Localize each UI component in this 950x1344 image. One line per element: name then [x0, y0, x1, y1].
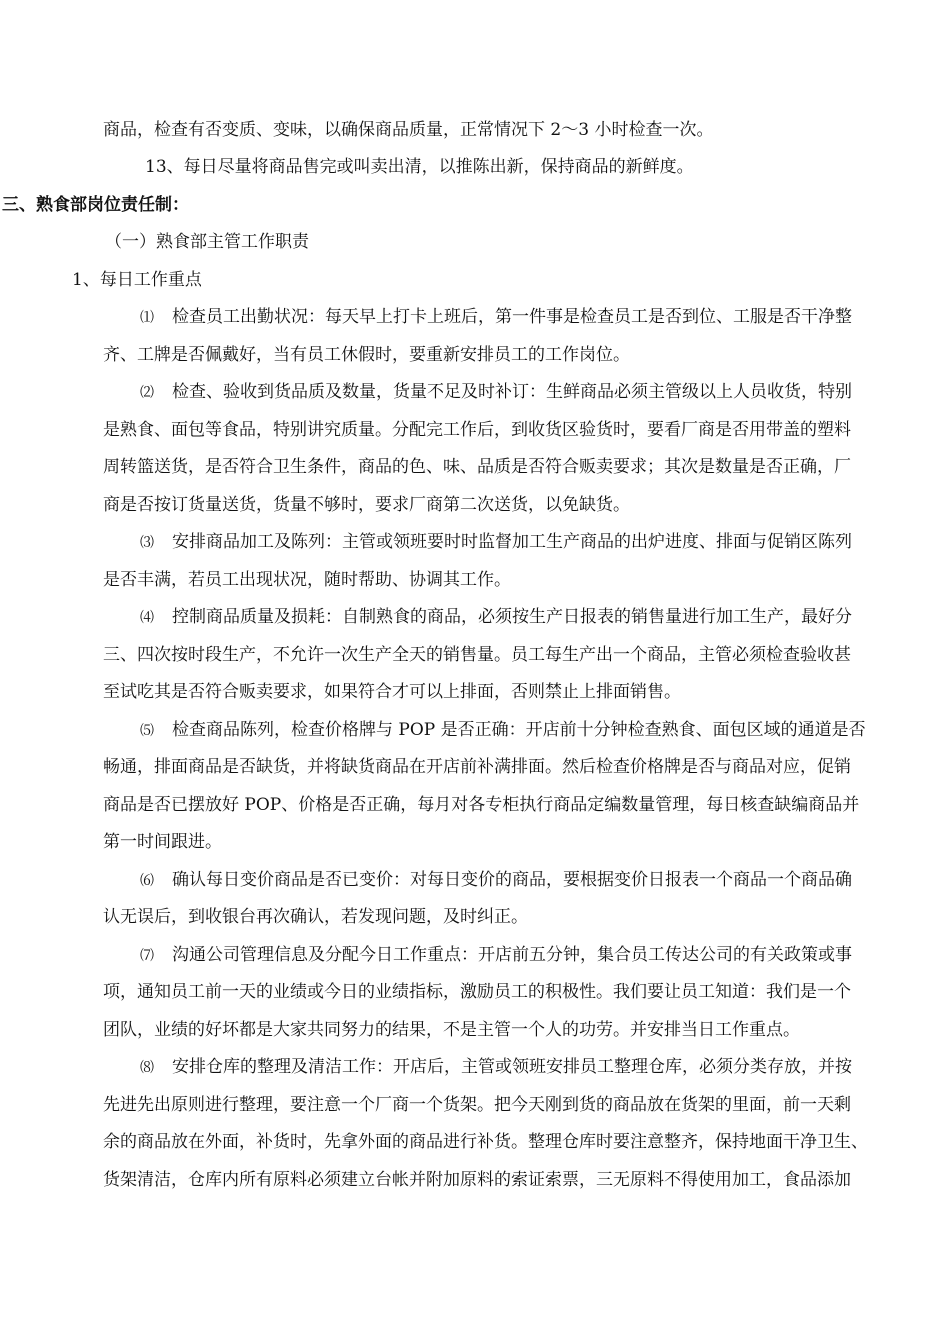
list-item-line: 项，通知员工前一天的业绩或今日的业绩指标，激励员工的积极性。我们要让员工知道：我们是一个	[103, 982, 851, 1002]
list-item-first-line	[140, 530, 852, 554]
item-number: ⑵	[140, 385, 154, 401]
item-number: ⑹	[140, 873, 154, 889]
list-item-line: 第一时间跟进。	[103, 832, 222, 852]
section-heading: 三、熟食部岗位责任制：	[2, 195, 189, 215]
item-number: ⑻	[140, 1060, 154, 1076]
list-item-line: 团队，业绩的好坏都是大家共同努力的结果，不是主管一个人的功劳。并安排当日工作重点。	[103, 1020, 800, 1040]
list-item-line: 周转篮送货，是否符合卫生条件，商品的色、味、品质是否符合贩卖要求；其次是数量是否正确，厂	[103, 457, 851, 477]
item-number: ⑺	[140, 948, 154, 964]
text-line: 商品，检查有否变质、变味，以确保商品质量，正常情况下 2～3 小时检查一次。	[103, 120, 714, 140]
item-text: 检查、验收到货品质及数量，货量不足及时补订：生鲜商品必须主管级以上人员收货，特别	[172, 382, 852, 402]
list-heading: 1、每日工作重点	[72, 270, 202, 290]
item-text: 安排仓库的整理及清洁工作：开店后，主管或领班安排员工整理仓库，必须分类存放，并按	[172, 1057, 852, 1077]
list-item-first-line	[140, 1055, 852, 1079]
list-item-line: 先进先出原则进行整理，要注意一个厂商一个货架。把今天刚到货的商品放在货架的里面，前一天剩	[103, 1095, 851, 1115]
list-item-first-line	[140, 305, 852, 329]
list-item-first-line	[140, 943, 852, 967]
list-item-line: 齐、工牌是否佩戴好，当有员工休假时，要重新安排员工的工作岗位。	[103, 345, 630, 365]
item-number: ⑸	[140, 723, 154, 739]
list-item-first-line	[140, 868, 852, 892]
item-number: ⑷	[140, 610, 154, 626]
list-item-line: 是否丰满，若员工出现状况，随时帮助、协调其工作。	[103, 570, 511, 590]
list-item-first-line	[140, 605, 852, 629]
item-number: ⑴	[140, 310, 154, 326]
subsection-heading: （一）熟食部主管工作职责	[105, 232, 309, 252]
item-text: 检查商品陈列，检查价格牌与 POP 是否正确：开店前十分钟检查熟食、面包区域的通道是否	[172, 720, 866, 740]
list-item-line: 余的商品放在外面，补货时，先拿外面的商品进行补货。整理仓库时要注意整齐，保持地面干净卫生、	[103, 1132, 868, 1152]
list-item-line: 商品是否已摆放好 POP、价格是否正确，每月对各专柜执行商品定编数量管理，每日核查缺编商品并	[103, 795, 860, 815]
item-text: 沟通公司管理信息及分配今日工作重点：开店前五分钟，集合员工传达公司的有关政策或事	[172, 945, 852, 965]
list-item-line: 三、四次按时段生产，不允许一次生产全天的销售量。员工每生产出一个商品，主管必须检查验收甚	[103, 645, 851, 665]
item-text: 安排商品加工及陈列：主管或领班要时时监督加工生产商品的出炉进度、排面与促销区陈列	[172, 532, 852, 552]
list-item-line: 货架清洁，仓库内所有原料必须建立台帐并附加原料的索证索票，三无原料不得使用加工，食品添加	[103, 1170, 851, 1190]
list-item-line: 是熟食、面包等食品，特别讲究质量。分配完工作后，到收货区验货时，要看厂商是否用带盖的塑料	[103, 420, 851, 440]
item-text: 检查员工出勤状况：每天早上打卡上班后，第一件事是检查员工是否到位、工服是否干净整	[172, 307, 852, 327]
list-item-line: 商是否按订货量送货，货量不够时，要求厂商第二次送货，以免缺货。	[103, 495, 630, 515]
text-line: 13、每日尽量将商品售完或叫卖出清，以推陈出新，保持商品的新鲜度。	[145, 157, 694, 177]
list-item-line: 认无误后，到收银台再次确认，若发现问题，及时纠正。	[103, 907, 528, 927]
list-item-line: 至试吃其是否符合贩卖要求，如果符合才可以上排面，否则禁止上排面销售。	[103, 682, 681, 702]
item-text: 控制商品质量及损耗：自制熟食的商品，必须按生产日报表的销售量进行加工生产，最好分	[172, 607, 852, 627]
item-number: ⑶	[140, 535, 154, 551]
item-text: 确认每日变价商品是否已变价：对每日变价的商品，要根据变价日报表一个商品一个商品确	[172, 870, 852, 890]
list-item-first-line	[140, 380, 852, 404]
list-item-first-line	[140, 718, 866, 742]
list-item-line: 畅通，排面商品是否缺货，并将缺货商品在开店前补满排面。然后检查价格牌是否与商品对应，促销	[103, 757, 851, 777]
